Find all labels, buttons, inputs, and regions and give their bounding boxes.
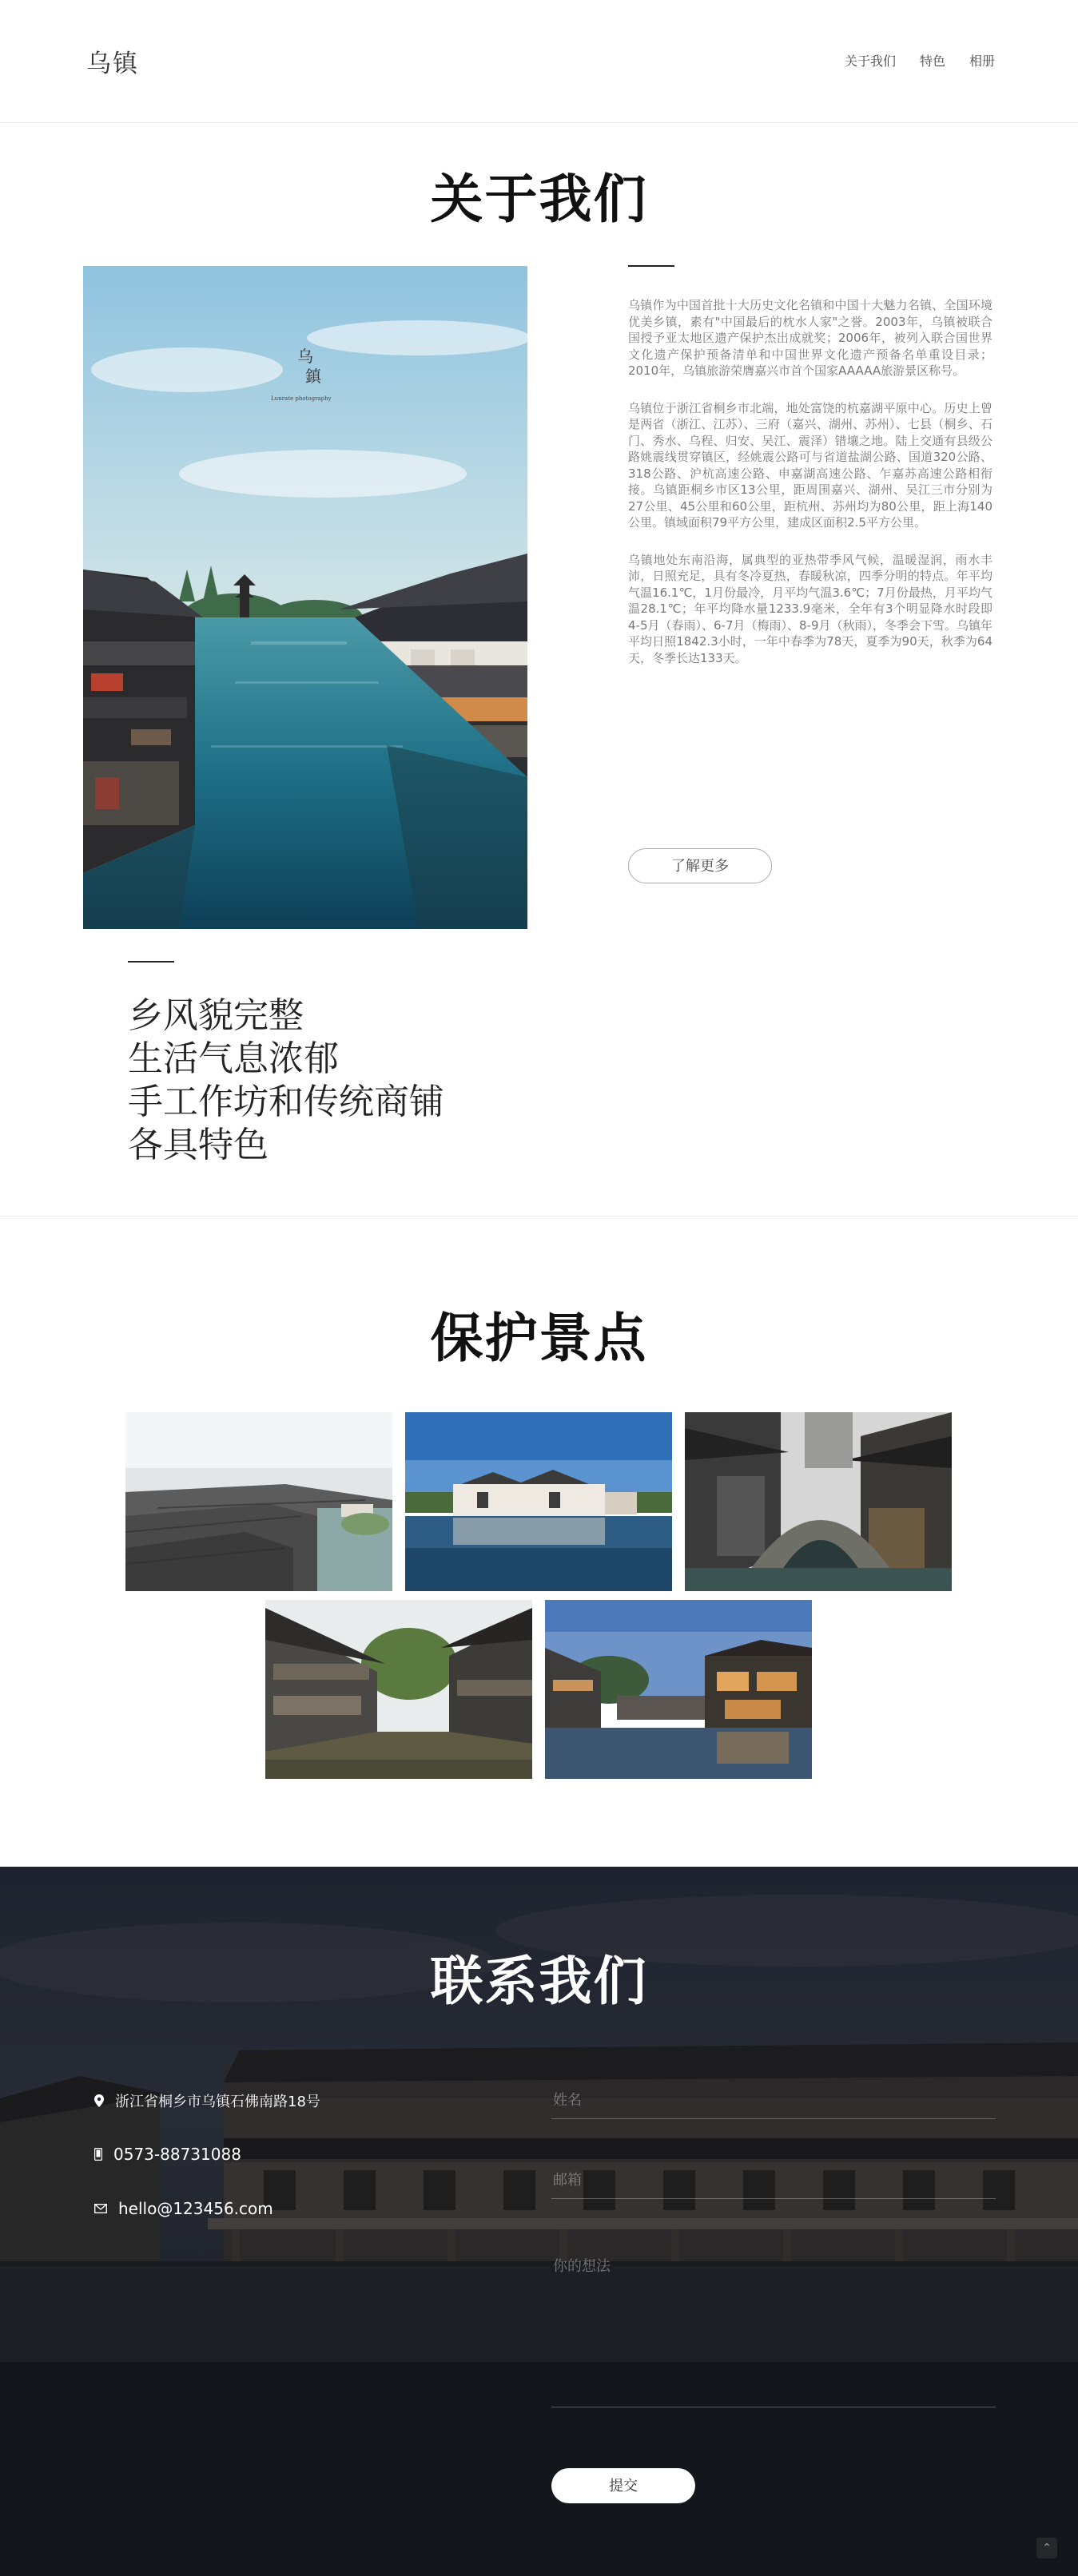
rooftops-photo[interactable] — [125, 1412, 392, 1591]
chevron-up-icon: ⌃ — [1042, 2542, 1052, 2554]
about-description — [628, 297, 992, 687]
brand-logo[interactable]: 乌镇 — [86, 50, 139, 78]
message-field — [551, 2252, 996, 2407]
email-input[interactable] — [551, 2169, 996, 2198]
submit-button[interactable]: 提交 — [551, 2468, 695, 2503]
email-field — [551, 2169, 996, 2199]
contact-address — [94, 2090, 320, 2111]
nav-about[interactable]: 关于我们 — [844, 54, 896, 69]
svg-text:乌: 乌 — [297, 347, 313, 366]
name-field — [551, 2089, 996, 2119]
envelope-icon — [94, 2204, 107, 2213]
section-divider — [0, 1216, 1078, 1217]
wuzhen-canal-photo — [83, 266, 527, 929]
tagline-line: 乡风貌完整 — [128, 995, 304, 1036]
contact-title: 联系我们 — [430, 1950, 648, 2012]
svg-text:鎮: 鎮 — [305, 367, 321, 386]
about-tagline — [128, 994, 444, 1167]
white-house-reflection-photo[interactable] — [405, 1412, 672, 1591]
about-paragraph: 乌镇位于浙江省桐乡市北端，地处富饶的杭嘉湖平原中心。历史上曾是两省（浙江、江苏）、三府（嘉兴、湖州、苏州）、七县（桐乡、石门、秀水、乌程、归安、吴江、震泽）错壤之地。陆上交通有县级公路姚震线贯穿镇区，经姚震公路可与省道盐湖公路、国道320公路、318公路、沪杭高速公路、申嘉湖高速公路、乍嘉苏高速公路相衔接。乌镇距桐乡市区13公里，距周围嘉兴、湖州、吴江三市分别为27公里、45公里和60公里，距杭州、苏州均为80公里，距上海140公里。镇域面积79平方公里，建成区面积2.5平方公里。 — [628, 400, 992, 530]
evening-canal-photo[interactable] — [545, 1600, 812, 1779]
tagline-line: 手工作坊和传统商铺 — [128, 1082, 444, 1122]
svg-text:Lunrate photography: Lunrate photography — [271, 395, 332, 402]
nav-features[interactable]: 特色 — [919, 54, 945, 69]
name-input[interactable] — [551, 2089, 996, 2118]
phone-text[interactable]: 0573-88731088 — [113, 2145, 241, 2164]
learn-more-button[interactable]: 了解更多 — [628, 848, 772, 883]
tagline-line: 各具特色 — [128, 1125, 269, 1165]
email-text[interactable]: hello@123456.com — [118, 2199, 273, 2218]
contact-email — [94, 2199, 273, 2218]
message-textarea[interactable] — [551, 2252, 996, 2403]
map-pin-icon — [94, 2094, 104, 2107]
address-text: 浙江省桐乡市乌镇石佛南路18号 — [115, 2094, 320, 2110]
tagline-line: 生活气息浓郁 — [128, 1038, 339, 1079]
back-to-top-button[interactable] — [1036, 2538, 1057, 2558]
contact-section — [0, 1867, 1078, 2576]
contact-phone — [94, 2145, 241, 2164]
site-header — [0, 0, 1078, 123]
mobile-phone-icon — [94, 2148, 102, 2161]
tagline-divider — [128, 961, 174, 963]
about-text-divider — [628, 265, 674, 267]
about-title: 关于我们 — [430, 168, 648, 230]
main-nav — [845, 51, 995, 69]
gallery-title: 保护景点 — [430, 1307, 648, 1369]
about-paragraph: 乌镇地处东南沿海，属典型的亚热带季风气候，温暖湿润，雨水丰沛，日照充足，具有冬冷夏热，春暖秋凉，四季分明的特点。年平均气温16.1℃，1月份最冷，月平均气温3.6℃；7月份最热，月平均气温28.1℃；年平均降水量1233.9毫米，全年有3个明显降水时段即4-5月（春雨）、6-7月（梅雨）、8-9月（秋雨），冬季会下雪。乌镇年平均日照1842.3小时，一年中春季为78天，夏季为90天，秋季为64天，冬季长达133天。 — [628, 552, 993, 665]
canal-houses-photo[interactable] — [265, 1600, 532, 1779]
stone-bridge-photo[interactable] — [685, 1412, 952, 1591]
nav-gallery[interactable]: 相册 — [969, 54, 995, 69]
about-paragraph: 乌镇作为中国首批十大历史文化名镇和中国十大魅力名镇、全国环境优美乡镇，素有"中国最后的枕水人家"之誉。2003年，乌镇被联合国授予亚太地区遗产保护杰出成就奖；2006年，被列入联合国世界文化遗产保护预备清单和中国世界文化遗产预备名单重设目录；2010年，乌镇旅游荣膺嘉兴市首个国家AAAAA旅游景区称号。 — [628, 298, 992, 378]
